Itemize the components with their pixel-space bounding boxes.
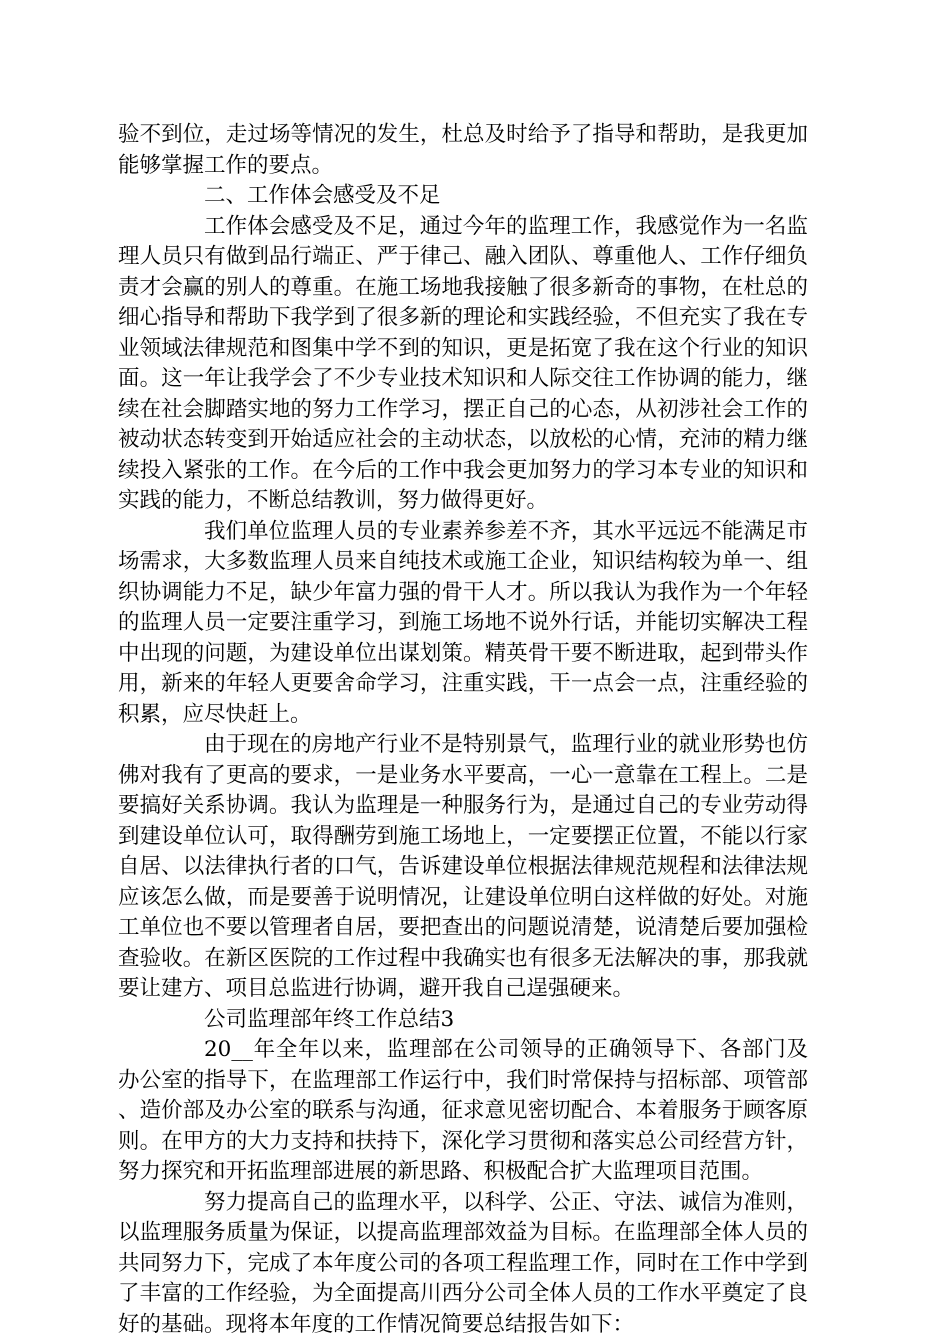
section-heading-summary-3: 公司监理部年终工作总结3 <box>204 1006 455 1032</box>
section-heading-work-experience: 二、工作体会感受及不足 <box>204 183 441 208</box>
paragraph-industry-situation: 由于现在的房地产行业不是特别景气，监理行业的就业形势也仿佛对我有了更高的要求，一是业务水平要高，一心一意靠在工程上。二是要搞好关系协调。我认为监理是一种服务行为，是通过自己的专业劳动得到建设单位认可，取得酬劳到施工场地上，一定要摆正位置，不能以行家自居、以法律执行者的口气，告诉建设单位根据法律规范规程和法律法规应该怎么做，而是要善于说明情况，让建设单位明白这样做的好处。对施工单位也不要以管理者自居，要把查出的问题说清楚，说清楚后要加强检查验收。在新区医院的工作过程中我确实也有很多无法解决的事，那我就要让建方、项目总监进行协调，避开我自己逞强硬来。 <box>118 732 808 1001</box>
paragraph-work-experience: 工作体会感受及不足，通过今年的监理工作，我感觉作为一名监理人员只有做到品行端正、严于律己、融入团队、尊重他人、工作仔细负责才会赢的别人的尊重。在施工场地我接触了很多新奇的事物，在杜总的细心指导和帮助下我学到了很多新的理论和实践经验，不但充实了我在专业领域法律规范和图集中学不到的知识，更是拓宽了我在这个行业的知识面。这一年让我学会了不少专业技术知识和人际交往工作协调的能力，继续在社会脚踏实地的努力工作学习，摆正自己的心态，从初涉社会工作的被动状态转变到开始适应社会的主动状态，以放松的心情，充沛的精力继续投入紧张的工作。在今后的工作中我会更加努力的学习本专业的知识和实践的能力，不断总结教训，努力做得更好。 <box>118 213 808 513</box>
paragraph-continuation: 验不到位，走过场等情况的发生，杜总及时给予了指导和帮助，是我更加能够掌握工作的要点。 <box>118 122 808 178</box>
paragraph-annual-overview: 20__年全年以来，监理部在公司领导的正确领导下、各部门及办公室的指导下，在监理部工作运行中，我们时常保持与招标部、项管部、造价部及办公室的联系与沟通，征求意见密切配合、本着服务于顾客原则。在甲方的大力支持和扶持下，深化学习贯彻和落实总公司经营方针，努力探究和开拓监理部进展的新思路、积极配合扩大监理项目范围。 <box>118 1037 808 1184</box>
paragraph-staff-quality: 我们单位监理人员的专业素养参差不齐，其水平远远不能满足市场需求，大多数监理人员来自纯技术或施工企业，知识结构较为单一、组织协调能力不足，缺少年富力强的骨干人才。所以我认为我作为一个年轻的监理人员一定要注重学习，到施工场地不说外行话，并能切实解决工程中出现的问题，为建设单位出谋划策。精英骨干要不断进取，起到带头作用，新来的年轻人更要舍命学习，注重实践，干一点会一点，注重经验的积累，应尽快赶上。 <box>118 518 808 727</box>
document-body <box>118 120 808 1340</box>
paragraph-improve-level: 努力提高自己的监理水平，以科学、公正、守法、诚信为准则，以监理服务质量为保证，以提高监理部效益为目标。在监理部全体人员的共同努力下，完成了本年度公司的各项工程监理工作，同时在工作中学到了丰富的工作经验，为全面提高川西分公司全体人员的工作水平奠定了良好的基础。现将本年度的工作情况简要总结报告如下： <box>118 1189 808 1337</box>
